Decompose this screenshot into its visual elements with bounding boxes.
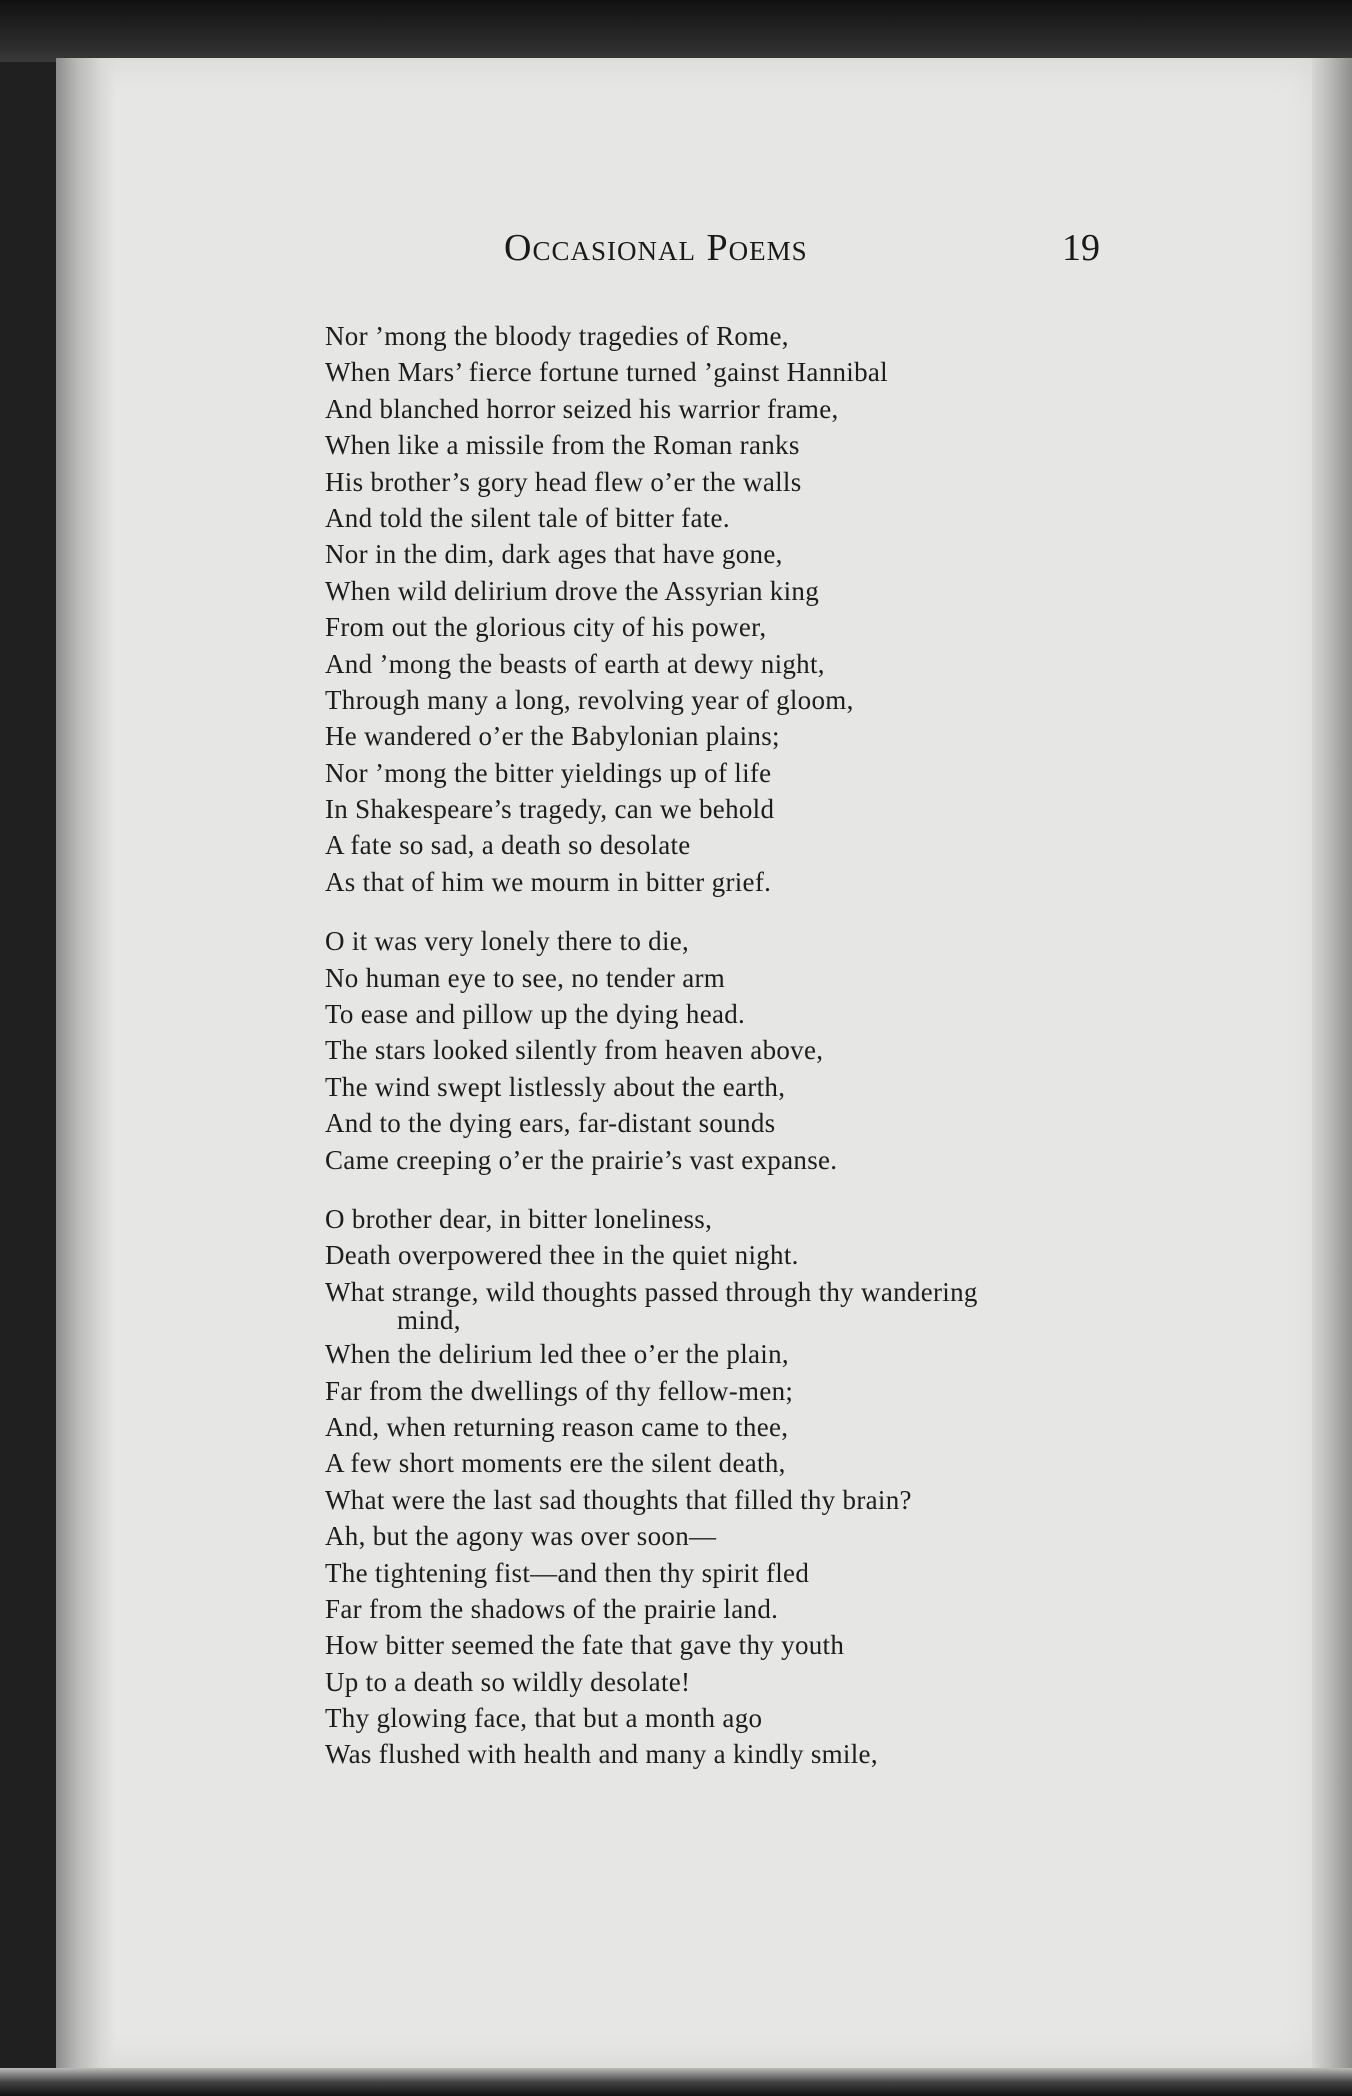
- poem-line: Nor ’mong the bloody tragedies of Rome,: [325, 321, 789, 351]
- poem-line: As that of him we mourm in bitter grief.: [325, 866, 772, 897]
- poem-line: And told the silent tale of bitter fate.: [325, 502, 730, 533]
- poem-body: [325, 318, 1205, 1773]
- poem-line: When the delirium led thee o’er the plain,: [325, 1339, 789, 1370]
- poem-line: Far from the shadows of the prairie land.: [325, 1593, 779, 1624]
- scan-top-edge: [0, 0, 1352, 62]
- running-title: Occasional Poems: [504, 227, 808, 269]
- poem-line: And, when returning reason came to thee,: [325, 1411, 789, 1442]
- poem-line: His brother’s gory head flew o’er the walls: [325, 466, 802, 497]
- poem-line: To ease and pillow up the dying head.: [325, 999, 746, 1030]
- poem-line: When wild delirium drove the Assyrian king: [325, 575, 820, 606]
- poem-line: And blanched horror seized his warrior frame,: [325, 393, 839, 424]
- poem-line: What strange, wild thoughts passed through thy wandering: [325, 1276, 978, 1307]
- poem-line: No human eye to see, no tender arm: [325, 962, 726, 993]
- poem-line: Thy glowing face, that but a month ago: [325, 1703, 763, 1734]
- poem-line: A fate so sad, a death so desolate: [325, 830, 691, 861]
- page-right-edge: [1312, 58, 1352, 2068]
- poem-line: How bitter seemed the fate that gave thy youth: [325, 1630, 845, 1661]
- poem-line: And ’mong the beasts of earth at dewy night,: [325, 648, 825, 679]
- poem-line: In Shakespeare’s tragedy, can we behold: [325, 794, 775, 825]
- stanza-break: [325, 900, 1205, 923]
- stanza-break: [325, 1178, 1205, 1201]
- running-head: [300, 226, 1100, 286]
- poem-line: A few short moments ere the silent death,: [325, 1448, 786, 1479]
- stanza-3: [325, 1201, 1205, 1773]
- poem-line: And to the dying ears, far-distant sounds: [325, 1108, 776, 1139]
- stanza-1: [325, 318, 1205, 900]
- poem-line: O it was very lonely there to die,: [325, 926, 690, 957]
- poem-line: O brother dear, in bitter loneliness,: [325, 1203, 713, 1234]
- poem-line: Far from the dwellings of thy fellow-men;: [325, 1375, 794, 1406]
- poem-line: He wandered o’er the Babylonian plains;: [325, 721, 780, 752]
- scan-bottom-edge: [0, 2068, 1352, 2096]
- poem-line: What were the last sad thoughts that filled thy brain?: [325, 1484, 912, 1515]
- stanza-2: [325, 923, 1205, 1178]
- poem-line: When like a missile from the Roman ranks: [325, 430, 800, 461]
- poem-line: Up to a death so wildly desolate!: [325, 1666, 691, 1697]
- page-number: 19: [1062, 227, 1100, 269]
- poem-line: The stars looked silently from heaven above,: [325, 1035, 824, 1066]
- poem-line: Came creeping o’er the prairie’s vast expanse.: [325, 1144, 838, 1175]
- poem-line: The wind swept listlessly about the earth,: [325, 1071, 786, 1102]
- poem-line: From out the glorious city of his power,: [325, 612, 767, 643]
- gutter-shadow: [56, 58, 116, 2068]
- poem-line: Nor ’mong the bitter yieldings up of life: [325, 757, 772, 788]
- poem-line: The tightening fist—and then thy spirit fled: [325, 1557, 810, 1588]
- poem-line: Death overpowered thee in the quiet night.: [325, 1240, 799, 1271]
- poem-line: Through many a long, revolving year of gloom,: [325, 684, 854, 715]
- poem-line: Nor in the dim, dark ages that have gone,: [325, 539, 783, 570]
- poem-line: Ah, but the agony was over soon—: [325, 1521, 717, 1552]
- poem-line: When Mars’ fierce fortune turned ’gainst Hannibal: [325, 357, 888, 388]
- poem-line-turnover: mind,: [397, 1305, 461, 1336]
- poem-line: Was flushed with health and many a kindly smile,: [325, 1739, 878, 1770]
